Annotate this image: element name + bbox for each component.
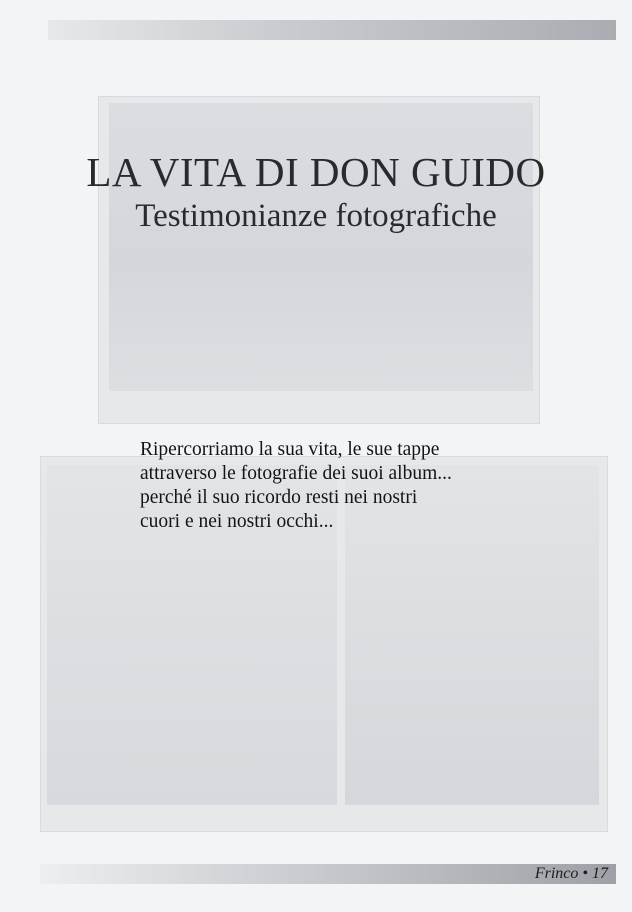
faded-photo-background-top [98, 96, 540, 424]
intro-line: attraverso le fotografie dei suoi album... [140, 463, 452, 484]
page-subtitle: Testimonianze fotografiche [135, 198, 497, 234]
intro-line: perché il suo ricordo resti nei nostri [140, 487, 418, 508]
top-decorative-band [48, 20, 616, 40]
intro-paragraph [140, 438, 500, 534]
faded-photo-image [109, 103, 533, 391]
bottom-decorative-band [40, 864, 616, 884]
intro-line: Ripercorriamo la sua vita, le sue tappe [140, 439, 440, 460]
page-footer: Frinco • 17 [534, 865, 608, 882]
page-title: LA VITA DI DON GUIDO [86, 149, 546, 195]
intro-line: cuori e nei nostri occhi... [140, 511, 334, 532]
